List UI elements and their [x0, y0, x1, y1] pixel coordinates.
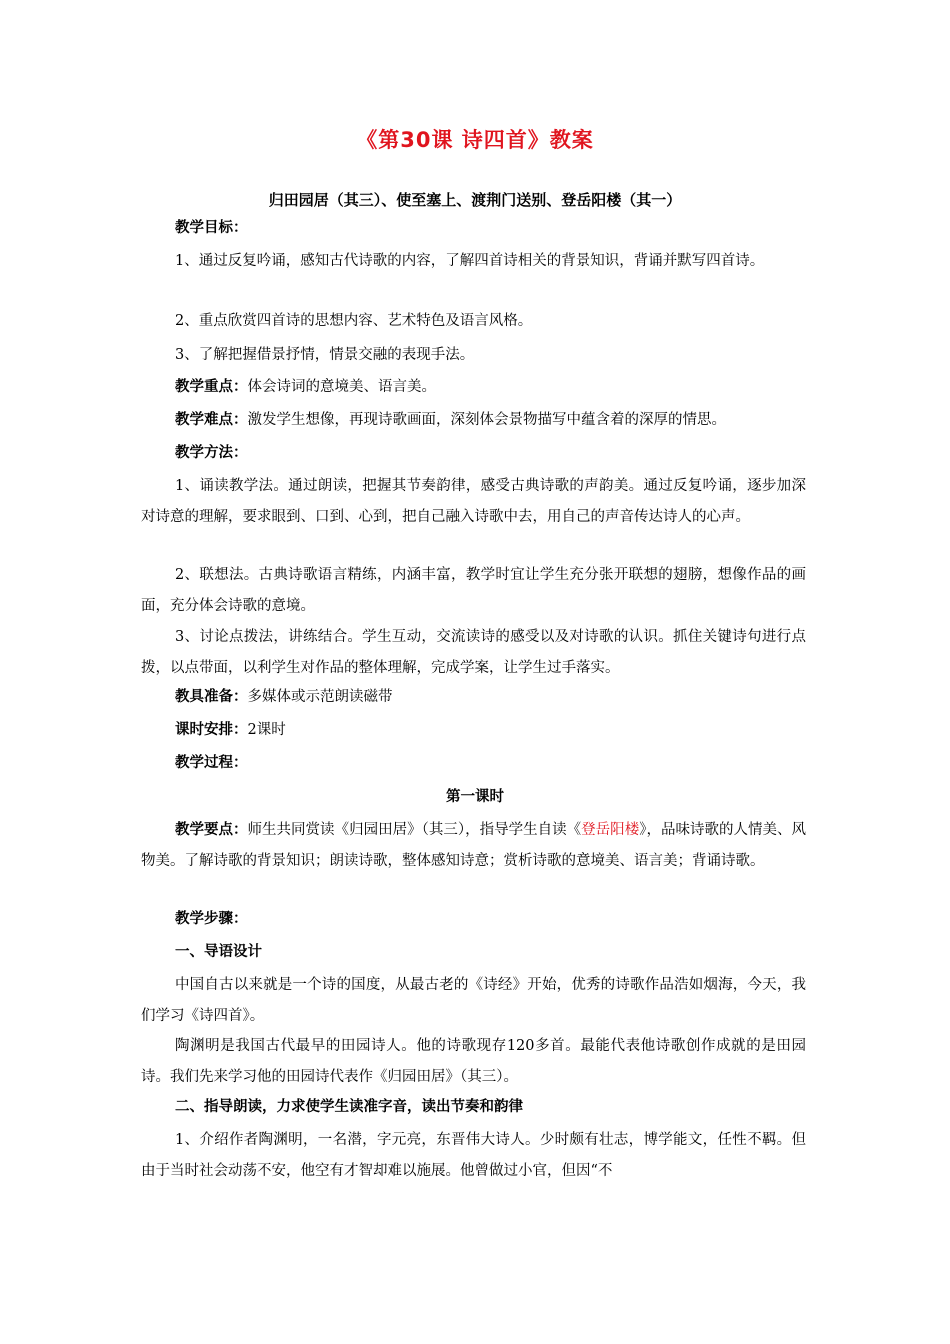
key-point-label: 教学重点： [175, 379, 248, 395]
hours-label: 课时安排： [175, 722, 248, 738]
process-heading: 教学过程： [175, 755, 248, 771]
key-point-line [141, 372, 806, 403]
section-1-heading: 一、导语设计 [175, 944, 262, 960]
section-1-paragraph-2: 陶渊明是我国古代最早的田园诗人。他的诗歌现存120多首。最能代表他诗歌创作成就的是田园诗。我们先来学习他的田园诗代表作《归园田居》（其三）。 [141, 1038, 806, 1085]
points-text-a: 师生共同赏读《归园田居》（其三），指导学生自读《 [247, 822, 582, 838]
steps-heading: 教学步骤： [175, 911, 248, 927]
method-3: 3、讨论点拨法，讲练结合。学生互动，交流读诗的感受以及对诗歌的认识。抓住关键诗句进行点拨，以点带面，以利学生对作品的整体理解，完成学案，让学生过手落实。 [141, 629, 806, 676]
difficulty-line [141, 405, 806, 436]
points-text-highlight: 登岳阳楼 [581, 822, 640, 838]
section-2-paragraph-1: 1、介绍作者陶渊明，一名潜，字元亮，东晋伟大诗人。少时颇有壮志，博学能文，任性不羁。但由于当时社会动荡不安，他空有才智却难以施展。他曾做过小官，但因“不 [141, 1132, 806, 1179]
section-1-paragraph-1: 中国自古以来就是一个诗的国度，从最古老的《诗经》开始，优秀的诗歌作品浩如烟海，今天，我们学习《诗四首》。 [141, 977, 806, 1024]
goal-3: 3、了解把握借景抒情，情景交融的表现手法。 [175, 347, 475, 363]
tools-line [141, 682, 806, 713]
method-heading: 教学方法： [175, 445, 248, 461]
lesson-points [141, 815, 806, 877]
key-point-text: 体会诗词的意境美、语言美。 [247, 379, 436, 395]
goal-2: 2、重点欣赏四首诗的思想内容、艺术特色及语言风格。 [175, 313, 533, 329]
tools-text: 多媒体或示范朗读磁带 [247, 689, 393, 705]
hours-line [141, 715, 806, 746]
tools-label: 教具准备： [175, 689, 248, 705]
document-title: 《第30课 诗四首》教案 [356, 128, 594, 152]
goals-heading: 教学目标： [175, 220, 248, 236]
section-2-heading: 二、指导朗读，力求使学生读准字音，读出节奏和韵律 [175, 1099, 523, 1115]
difficulty-text: 激发学生想像，再现诗歌画面，深刻体会景物描写中蕴含着的深厚的情思。 [247, 412, 726, 428]
points-text-b: 》，品味诗歌的人情美、风物美。了解诗歌的背景知识；朗读诗歌，整体感知诗意；赏析诗歌的意境美、语言美；背诵诗歌。 [141, 822, 807, 869]
goal-1: 1、通过反复吟诵，感知古代诗歌的内容，了解四首诗相关的背景知识，背诵并默写四首诗。 [175, 253, 765, 269]
lesson-1-heading: 第一课时 [446, 789, 504, 805]
document-subtitle: 归田园居（其三）、使至塞上、渡荆门送别、登岳阳楼（其一） [268, 191, 682, 209]
points-label: 教学要点： [175, 822, 248, 838]
hours-text: 2课时 [247, 722, 286, 738]
difficulty-label: 教学难点： [175, 412, 248, 428]
method-2: 2、联想法。古典诗歌语言精练，内涵丰富，教学时宜让学生充分张开联想的翅膀，想像作品的画面，充分体会诗歌的意境。 [141, 567, 806, 614]
method-1: 1、诵读教学法。通过朗读，把握其节奏韵律，感受古典诗歌的声韵美。通过反复吟诵，逐步加深对诗意的理解，要求眼到、口到、心到，把自己融入诗歌中去，用自己的声音传达诗人的心声。 [141, 478, 806, 525]
